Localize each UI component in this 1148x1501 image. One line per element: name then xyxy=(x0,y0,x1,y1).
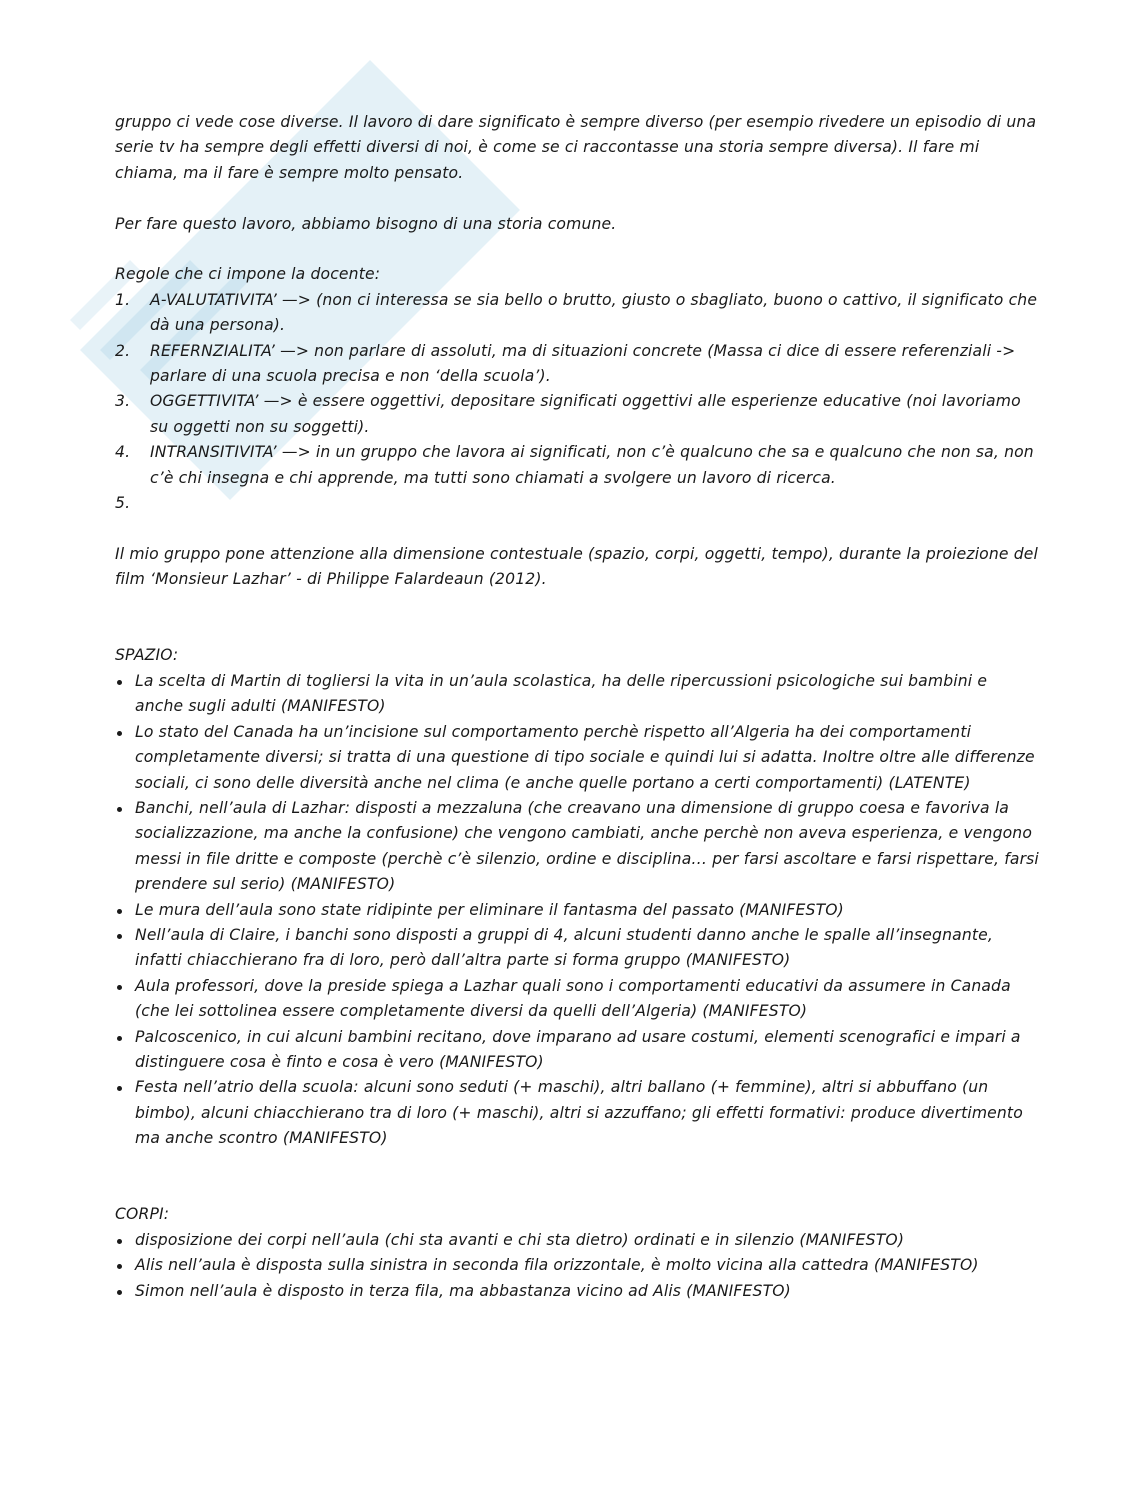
spazio-heading: SPAZIO: xyxy=(115,646,179,665)
spazio-item: Palcoscenico, in cui alcuni bambini recitano, dove imparano ad usare costumi, elementi scenografici e impari a distinguere cosa è finto e cosa è vero (MANIFESTO) xyxy=(115,1025,1040,1076)
document-page xyxy=(115,110,1040,1304)
spazio-item: Lo stato del Canada ha un’incisione sul comportamento perchè rispetto all’Algeria ha dei comportamenti completamente diversi; si tratta di una questione di tipo sociale e quindi lui si adatta. Inoltre oltre alle differenze sociali, ci sono delle diversità anche nel clima (e anche quelle portano a certi comportamenti) (LATENTE) xyxy=(115,720,1040,796)
corpi-list xyxy=(115,1228,1040,1304)
rules-heading: Regole che ci impone la docente: xyxy=(115,265,381,284)
rule-item: 2. REFERNZIALITA’ —> non parlare di assoluti, ma di situazioni concrete (Massa ci dice di essere referenziali -> parlare di una scuola precisa e non ‘della scuola’). xyxy=(115,341,1016,386)
spazio-item: Festa nell’atrio della scuola: alcuni sono seduti (+ maschi), altri ballano (+ femmine), altri si abbuffano (un bimbo), alcuni chiacchierano tra di loro (+ maschi), altri si azzuffano; gli effetti formativi: produce divertimento ma anche scontro (MANIFESTO) xyxy=(115,1075,1040,1151)
rule-item: 3. OGGETTIVITA’ —> è essere oggettivi, depositare significati oggettivi alle esperienze educative (noi lavoriamo su oggetti non su soggetti). xyxy=(115,392,1021,436)
spazio-item: Aula professori, dove la preside spiega a Lazhar quali sono i comportamenti educativi da assumere in Canada (che lei sottolinea essere completamente diversi da quelli dell’Algeria) (MANIFESTO) xyxy=(115,974,1040,1025)
rules-list xyxy=(115,288,1040,517)
rule-item: 4. INTRANSITIVITA’ —> in un gruppo che lavora ai significati, non c’è qualcuno che sa e qualcuno che non sa, non c’è chi insegna e chi apprende, ma tutti sono chiamati a svolgere un lavoro di ricerca. xyxy=(115,443,1034,487)
corpi-heading: CORPI: xyxy=(115,1205,170,1224)
rule-item: 1. A-VALUTATIVITA’ —> (non ci interessa se sia bello o brutto, giusto o sbagliato, buono o cattivo, il significato che dà una persona). xyxy=(115,290,1038,335)
context-paragraph: Il mio gruppo pone attenzione alla dimensione contestuale (spazio, corpi, oggetti, tempo), durante la proiezione del film ‘Monsieur Lazhar’ - di Philippe Falardeaun (2012). xyxy=(115,544,1039,589)
intro-paragraph: gruppo ci vede cose diverse. Il lavoro di dare significato è sempre diverso (per esempio rivedere un episodio di una serie tv ha sempre degli effetti diversi di noi, è come se ci raccontasse una storia sempre diversa). Il fare mi chiama, ma il fare è sempre molto pensato. xyxy=(115,113,1037,182)
corpi-item: Simon nell’aula è disposto in terza fila, ma abbastanza vicino ad Alis (MANIFESTO) xyxy=(115,1279,1040,1304)
corpi-item: Alis nell’aula è disposta sulla sinistra in seconda fila orizzontale, è molto vicina alla cattedra (MANIFESTO) xyxy=(115,1253,1040,1278)
spazio-list xyxy=(115,669,1040,1152)
corpi-item: disposizione dei corpi nell’aula (chi sta avanti e chi sta dietro) ordinati e in silenzio (MANIFESTO) xyxy=(115,1228,1040,1253)
spazio-item: Nell’aula di Claire, i banchi sono disposti a gruppi di 4, alcuni studenti danno anche le spalle all’insegnante, infatti chiacchierano fra di loro, però dall’altra parte si forma gruppo (MANIFESTO) xyxy=(115,923,1040,974)
spazio-item: La scelta di Martin di togliersi la vita in un’aula scolastica, ha delle ripercussioni psicologiche sui bambini e anche sugli adulti (MANIFESTO) xyxy=(115,669,1040,720)
story-sentence: Per fare questo lavoro, abbiamo bisogno di una storia comune. xyxy=(115,214,617,233)
rule-item: 5. xyxy=(115,494,131,513)
spazio-item: Le mura dell’aula sono state ridipinte per eliminare il fantasma del passato (MANIFESTO) xyxy=(115,898,1040,923)
spazio-item: Banchi, nell’aula di Lazhar: disposti a mezzaluna (che creavano una dimensione di gruppo coesa e favoriva la socializzazione, ma anche la confusione) che vengono cambiati, anche perchè non aveva esperienza, e vengono messi in file dritte e composte (perchè c’è silenzio, ordine e disciplina… per farsi ascoltare e farsi rispettare, farsi prendere sul serio) (MANIFESTO) xyxy=(115,796,1040,898)
